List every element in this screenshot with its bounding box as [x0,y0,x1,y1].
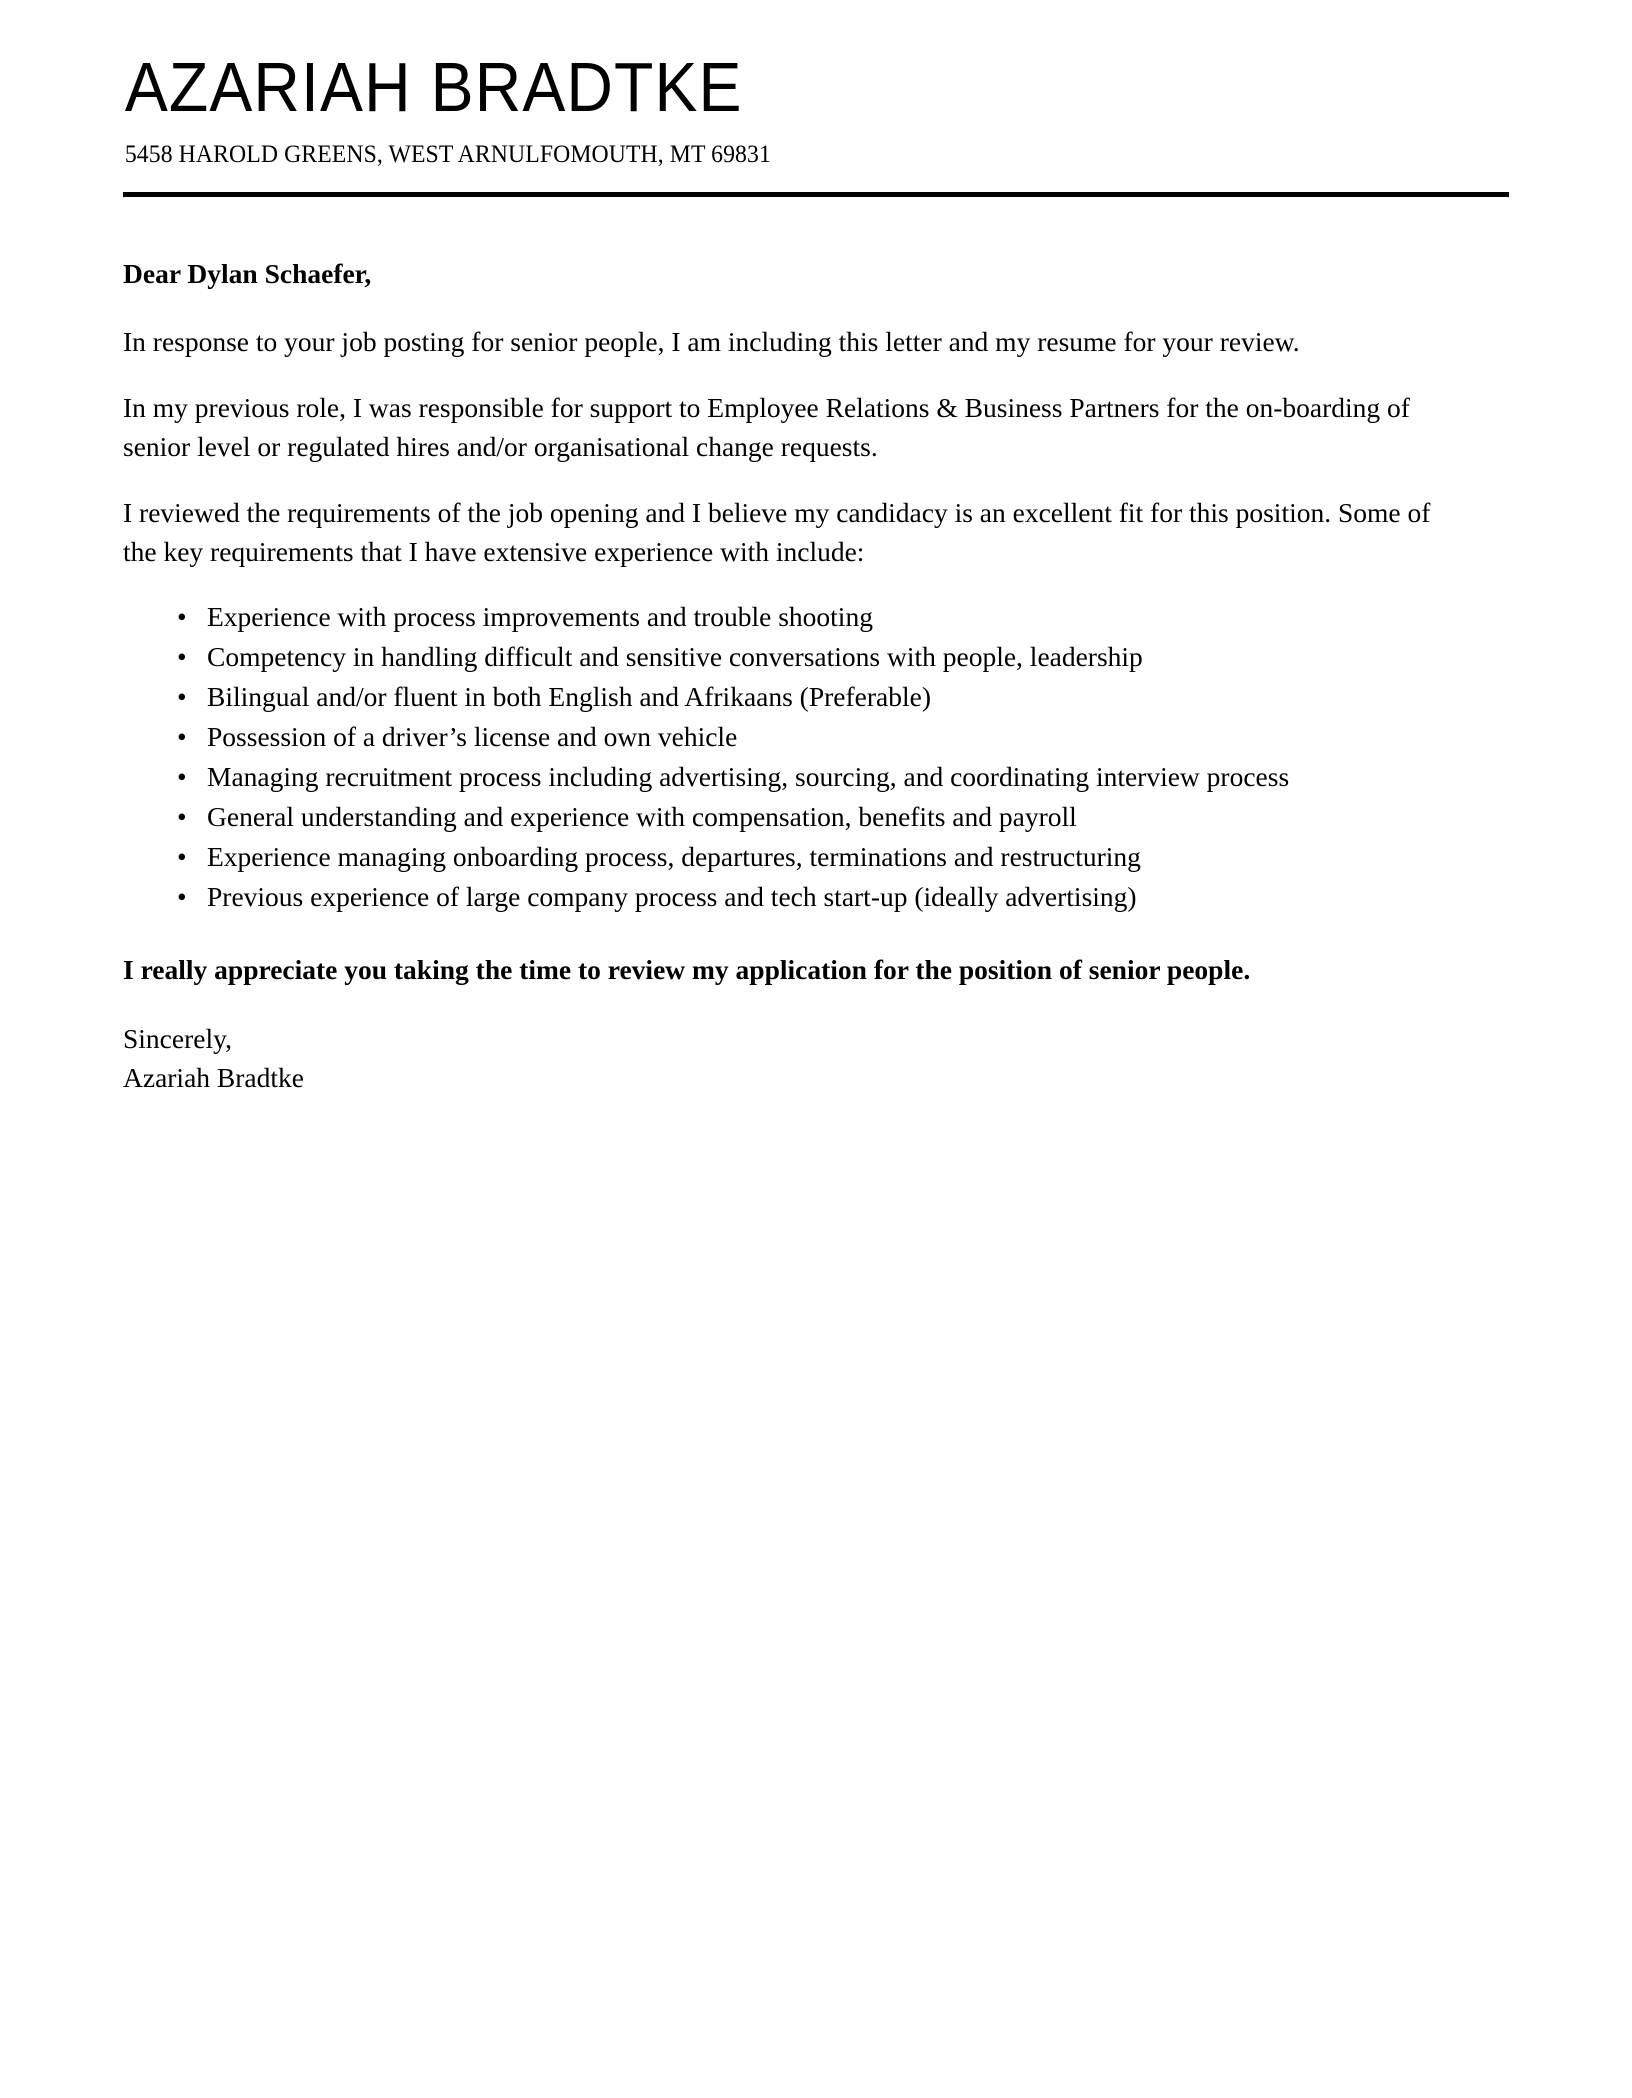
candidate-name: AZARIAH BRADTKE [124,48,743,126]
list-item [169,758,1439,796]
paragraph-requirements-intro: I reviewed the requirements of the job opening and I believe my candidacy is an excellent fit for this position. Some of the key requirements that I have extensive experience with include: [123,497,1431,568]
list-item-text: Previous experience of large company process and tech start-up (ideally advertising) [207,880,1137,912]
salutation: Dear Dylan Schaefer, [123,257,372,289]
list-item-text: Experience with process improvements and trouble shooting [207,601,873,633]
list-item-text: Competency in handling difficult and sensitive conversations with people, leadership [207,641,1143,673]
paragraph-intro: In response to your job posting for senior people, I am including this letter and my resume for your review. [123,326,1300,357]
letter-body [123,197,1453,1097]
bullet-icon: • [177,721,187,753]
list-item [169,598,1439,636]
list-item-text: Experience managing onboarding process, departures, terminations and restructuring [207,840,1141,872]
list-item [169,678,1439,716]
list-item-text: Managing recruitment process including advertising, sourcing, and coordinating interview process [207,760,1290,792]
signature-block [123,1019,1453,1097]
paragraph-experience: In my previous role, I was responsible for support to Employee Relations & Business Partners for the on-boarding of senior level or regulated hires and/or organisational change requests. [123,392,1410,463]
list-item [169,798,1439,836]
bullet-icon: • [177,880,187,912]
letterhead [123,48,1509,197]
bullet-icon: • [177,840,187,872]
list-item-text: Bilingual and/or fluent in both English and Afrikaans (Preferable) [207,681,931,713]
bullet-icon: • [177,641,187,673]
closing-statement: I really appreciate you taking the time to review my application for the position of senior people. [123,953,1251,985]
bullet-icon: • [177,760,187,792]
bullet-icon: • [177,601,187,633]
list-item [169,718,1439,756]
list-item [169,878,1439,916]
requirements-list [123,598,1439,916]
bullet-icon: • [177,800,187,832]
signature-name: Azariah Bradtke [123,1061,304,1093]
signoff-text: Sincerely, [123,1022,232,1054]
list-item [169,838,1439,876]
bullet-icon: • [177,681,187,713]
list-item [169,638,1439,676]
list-item-text: General understanding and experience with compensation, benefits and payroll [207,800,1077,832]
list-item-text: Possession of a driver’s license and own vehicle [207,721,738,753]
candidate-address: 5458 HAROLD GREENS, WEST ARNULFOMOUTH, MT 69831 [124,139,771,168]
letter-sheet [123,48,1509,1097]
